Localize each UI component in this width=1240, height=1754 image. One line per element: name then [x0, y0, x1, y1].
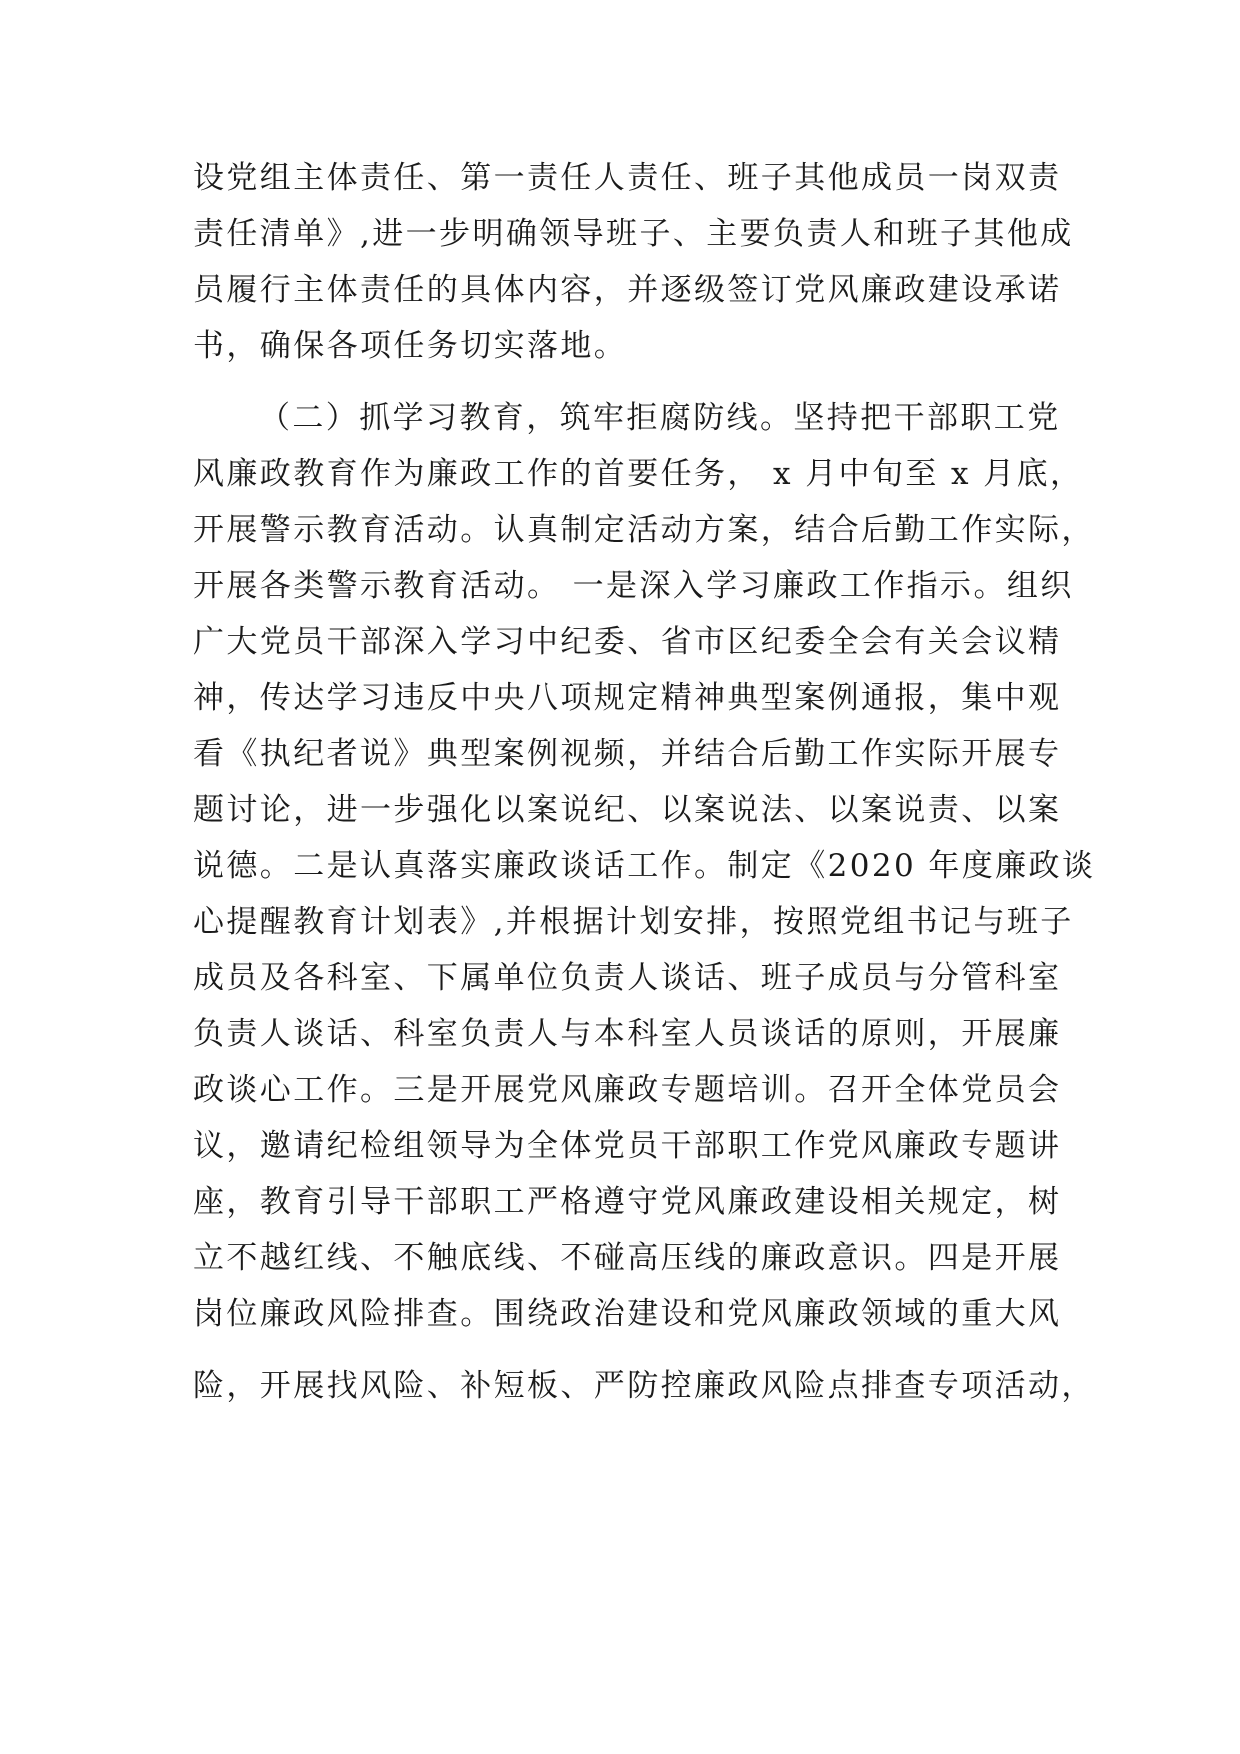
- text-line: 开展各类警示教育活动。 一是深入学习廉政工作指示。组织: [193, 568, 1074, 604]
- text-line: 政谈心工作。三是开展党风廉政专题培训。召开全体党员会: [193, 1072, 1062, 1108]
- text-line: 议，邀请纪检组领导为全体党员干部职工作党风廉政专题讲: [193, 1128, 1062, 1164]
- text-line: 题讨论，进一步强化以案说纪、以案说法、以案说责、以案: [193, 792, 1062, 828]
- text-line: 神，传达学习违反中央八项规定精神典型案例通报，集中观: [193, 680, 1062, 716]
- text-line: 风廉政教育作为廉政工作的首要任务， x 月中旬至 x 月底，: [193, 456, 1084, 492]
- text-line: 说德。二是认真落实廉政谈话工作。制定《2020 年度廉政谈: [193, 848, 1096, 884]
- text-line: 座，教育引导干部职工严格遵守党风廉政建设相关规定，树: [193, 1184, 1062, 1220]
- text-line: 负责人谈话、科室负责人与本科室人员谈话的原则，开展廉: [193, 1016, 1062, 1052]
- text-line: 成员及各科室、下属单位负责人谈话、班子成员与分管科室: [193, 960, 1062, 996]
- text-line: 看《执纪者说》典型案例视频，并结合后勤工作实际开展专: [193, 736, 1062, 772]
- text-line: 险，开展找风险、补短板、严防控廉政风险点排查专项活动，: [193, 1368, 1095, 1404]
- text-line: 书，确保各项任务切实落地。: [193, 328, 628, 364]
- document-body: [193, 150, 1096, 1414]
- text-line: 广大党员干部深入学习中纪委、省市区纪委全会有关会议精: [193, 624, 1062, 660]
- text-line: 责任清单》,进一步明确领导班子、主要负责人和班子其他成: [193, 216, 1074, 252]
- text-line: 设党组主体责任、第一责任人责任、班子其他成员一岗双责: [193, 160, 1062, 196]
- text-line: 开展警示教育活动。认真制定活动方案，结合后勤工作实际，: [193, 512, 1095, 548]
- text-line: 员履行主体责任的具体内容，并逐级签订党风廉政建设承诺: [193, 272, 1062, 308]
- text-line: 心提醒教育计划表》,并根据计划安排，按照党组书记与班子: [193, 904, 1074, 940]
- section-heading-line: （二）抓学习教育，筑牢拒腐防线。坚持把干部职工党: [259, 400, 1061, 436]
- text-line: 立不越红线、不触底线、不碰高压线的廉政意识。四是开展: [193, 1240, 1062, 1276]
- text-line: 岗位廉政风险排查。围绕政治建设和党风廉政领域的重大风: [193, 1296, 1062, 1332]
